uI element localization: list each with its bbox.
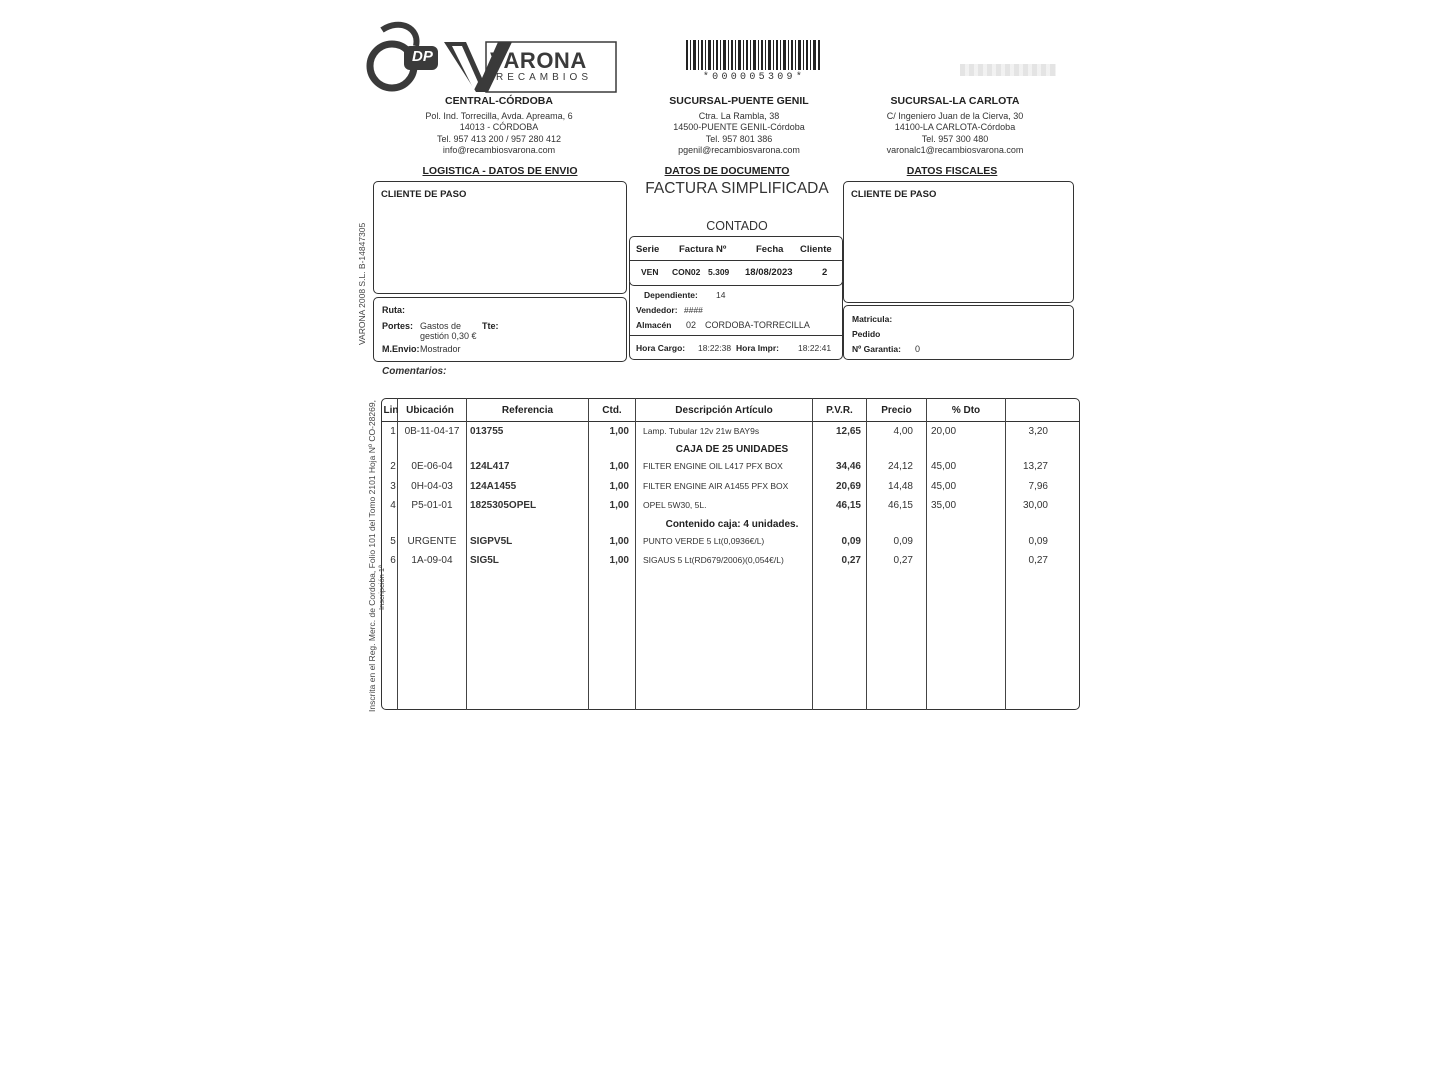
th-ctd: Ctd.: [602, 405, 622, 416]
row-cantidad: 1,00: [609, 555, 629, 566]
table-header-divider: [381, 421, 1080, 422]
row-ubicacion: 0H-04-03: [411, 481, 453, 492]
company-vertical-text: VARONA 2008 S.L. B-14847305: [357, 222, 367, 345]
row-pvr: 20,69: [835, 481, 861, 492]
shipping-client-name: CLIENTE DE PASO: [381, 189, 467, 200]
row-referencia: 124A1455: [470, 481, 517, 492]
office-line: Tel. 957 413 200 / 957 280 412: [436, 133, 562, 144]
row-pvr: 46,15: [835, 500, 861, 511]
row-precio: 4,00: [893, 426, 913, 437]
row-descripcion: FILTER ENGINE OIL L417 PFX BOX: [643, 461, 783, 471]
row-descripcion: SIGAUS 5 Lt(RD679/2006)(0,054€/L): [643, 555, 784, 565]
cliente-value: 2: [822, 267, 828, 278]
garantia-label: Nº Garantia:: [852, 344, 901, 354]
row-cantidad: 1,00: [609, 426, 629, 437]
row-pvr: 0,09: [841, 536, 861, 547]
row-precio: 0,27: [893, 555, 913, 566]
divider: [630, 335, 842, 336]
redacted-block: [960, 64, 1056, 76]
row-cantidad: 1,00: [609, 481, 629, 492]
envio-label: M.Envio:: [382, 344, 420, 354]
column-divider: [1005, 398, 1006, 710]
th-ubicacion: Ubicación: [406, 405, 454, 416]
row-cantidad: 1,00: [609, 461, 629, 472]
brand-name: VARONA: [490, 48, 587, 73]
office-line: 14013 - CÓRDOBA: [459, 122, 539, 132]
row-lin: 6: [390, 555, 396, 566]
portes-value: Gastos de: [420, 321, 462, 331]
row-ubicacion: 1A-09-04: [411, 555, 453, 566]
vendedor-label: Vendedor:: [636, 305, 678, 315]
row-precio: 0,09: [893, 536, 913, 547]
factura-serie: CON02: [672, 267, 701, 277]
column-divider: [466, 398, 467, 710]
hora-impr-value: 18:22:41: [798, 343, 832, 353]
row-descripcion: OPEL 5W30, 5L.: [643, 500, 707, 510]
brand-tagline: RECAMBIOS: [496, 72, 593, 83]
office-line: Tel. 957 300 480: [921, 133, 989, 144]
factura-header: Factura Nº: [679, 244, 727, 255]
row-total: 30,00: [1022, 500, 1048, 511]
row-referencia: 013755: [470, 426, 504, 437]
office-name: SUCURSAL-PUENTE GENIL: [669, 95, 809, 107]
column-divider: [588, 398, 589, 710]
payment-type: CONTADO: [706, 219, 768, 233]
row-total: 0,09: [1028, 536, 1048, 547]
row-cantidad: 1,00: [609, 536, 629, 547]
fecha-header: Fecha: [756, 244, 784, 255]
row-referencia: 124L417: [470, 461, 510, 472]
th-referencia: Referencia: [501, 405, 554, 416]
office-line: Tel. 957 801 386: [705, 133, 773, 144]
fiscal-client-name: CLIENTE DE PASO: [851, 189, 937, 200]
comments-label: Comentarios:: [382, 366, 447, 377]
row-cantidad: 1,00: [609, 500, 629, 511]
row-total: 13,27: [1022, 461, 1048, 472]
fecha-value: 18/08/2023: [745, 267, 793, 278]
row-pvr: 0,27: [841, 555, 861, 566]
row-total: 7,96: [1028, 481, 1048, 492]
row-ubicacion: 0E-06-04: [411, 461, 453, 472]
garantia-value: 0: [915, 344, 921, 354]
hora-cargo-value: 18:22:38: [698, 343, 732, 353]
row-descuento: 35,00: [931, 500, 957, 511]
th-lin: Lin: [383, 405, 399, 416]
row-ubicacion: P5-01-01: [411, 500, 453, 511]
section-title-fiscales: DATOS FISCALES: [906, 165, 998, 177]
dependiente-value: 14: [716, 290, 726, 300]
row-subheader: Contenido caja: 4 unidades.: [665, 519, 799, 530]
office-central: [410, 96, 588, 157]
company-logo: [366, 20, 618, 94]
th-dto: % Dto: [951, 405, 981, 416]
column-divider: [866, 398, 867, 710]
row-precio: 46,15: [887, 500, 913, 511]
section-title-logistica: LOGISTICA - DATOS DE ENVIO: [422, 165, 578, 177]
office-puente-genil: [650, 96, 828, 157]
document-info-box: [629, 236, 843, 286]
document-details-box: [629, 282, 843, 360]
row-lin: 5: [390, 536, 396, 547]
serie-header: Serie: [636, 244, 660, 255]
row-ubicacion: 0B-11-04-17: [404, 426, 460, 437]
pedido-label: Pedido: [852, 329, 881, 339]
fiscal-details-box: [843, 305, 1074, 360]
row-lin: 2: [390, 461, 396, 472]
row-total: 3,20: [1028, 426, 1048, 437]
office-line: info@recambiosvarona.com: [442, 145, 556, 155]
row-descuento: 20,00: [931, 426, 957, 437]
document-type: FACTURA SIMPLIFICADA: [645, 180, 829, 197]
row-referencia: SIGPV5L: [470, 536, 513, 547]
registry-vertical-text: Inscrita en el Reg. Merc. de Cordoba, Folio 101 del Tomo 2101 Hoja Nº CO-28269,: [367, 400, 377, 712]
divider: [630, 260, 842, 261]
portes-value-2: gestión 0,30 €: [420, 331, 477, 341]
row-subheader: CAJA DE 25 UNIDADES: [675, 444, 789, 455]
envio-value: Mostrador: [420, 344, 461, 354]
row-pvr: 34,46: [835, 461, 861, 472]
fiscal-client-box: [843, 181, 1074, 303]
barcode-icon: [686, 40, 822, 74]
portes-label: Portes:: [382, 321, 414, 331]
matricula-label: Matricula:: [852, 314, 893, 324]
tte-label: Tte:: [482, 321, 499, 331]
serie-value: VEN: [641, 267, 659, 277]
row-descuento: 45,00: [931, 481, 957, 492]
th-precio: Precio: [881, 405, 912, 416]
row-descripcion: Lamp. Tubular 12v 21w BAY9s: [643, 426, 760, 436]
almacen-code: 02: [686, 320, 697, 330]
row-descripcion: FILTER ENGINE AIR A1455 PFX BOX: [643, 481, 789, 491]
row-precio: 24,12: [887, 461, 913, 472]
office-line: 14500-PUENTE GENIL-Córdoba: [673, 122, 805, 132]
vendedor-value: ####: [684, 305, 703, 315]
office-line: pgenil@recambiosvarona.com: [678, 145, 800, 155]
almacen-label: Almacén: [636, 320, 672, 330]
row-descuento: 45,00: [931, 461, 957, 472]
logo-initials: DP: [412, 48, 433, 65]
office-line: C/ Ingeniero Juan de la Cierva, 30: [886, 110, 1024, 121]
row-pvr: 12,65: [835, 426, 861, 437]
row-total: 0,27: [1028, 555, 1048, 566]
barcode: [686, 40, 822, 74]
hora-impr-label: Hora Impr:: [736, 343, 779, 353]
office-line: varonalc1@recambiosvarona.com: [886, 145, 1024, 155]
section-title-documento: DATOS DE DOCUMENTO: [664, 165, 790, 177]
office-name: CENTRAL-CÓRDOBA: [445, 95, 553, 107]
row-lin: 3: [390, 481, 396, 492]
row-referencia: SIG5L: [470, 555, 499, 566]
barcode-number: *000005309*: [702, 72, 806, 83]
row-lin: 1: [390, 426, 396, 437]
row-lin: 4: [390, 500, 396, 511]
factura-number: 5.309: [708, 267, 730, 277]
row-descripcion: PUNTO VERDE 5 Lt(0,0936€/L): [643, 536, 765, 546]
office-line: Ctra. La Rambla, 38: [698, 110, 780, 121]
row-ubicacion: URGENTE: [407, 536, 457, 547]
row-precio: 14,48: [887, 481, 913, 492]
row-referencia: 1825305OPEL: [470, 500, 537, 511]
th-descripcion: Descripción Artículo: [675, 405, 773, 416]
shipping-client-box: [373, 181, 627, 294]
column-divider: [397, 398, 398, 710]
office-name: SUCURSAL-LA CARLOTA: [890, 95, 1020, 107]
hora-cargo-label: Hora Cargo:: [636, 343, 686, 353]
almacen-name: CORDOBA-TORRECILLA: [705, 320, 810, 330]
th-pvr: P.V.R.: [826, 405, 853, 416]
ruta-label: Ruta:: [382, 305, 405, 315]
column-divider: [926, 398, 927, 710]
office-la-carlota: [866, 96, 1044, 157]
dependiente-label: Dependiente:: [644, 290, 698, 300]
registry-vertical-text-2: Inscripción 1ª: [377, 565, 386, 610]
office-line: 14100-LA CARLOTA-Córdoba: [894, 122, 1016, 132]
cliente-header: Cliente: [800, 244, 832, 255]
shipping-details-box: [373, 297, 627, 362]
office-line: Pol. Ind. Torrecilla, Avda. Apreama, 6: [425, 110, 573, 121]
